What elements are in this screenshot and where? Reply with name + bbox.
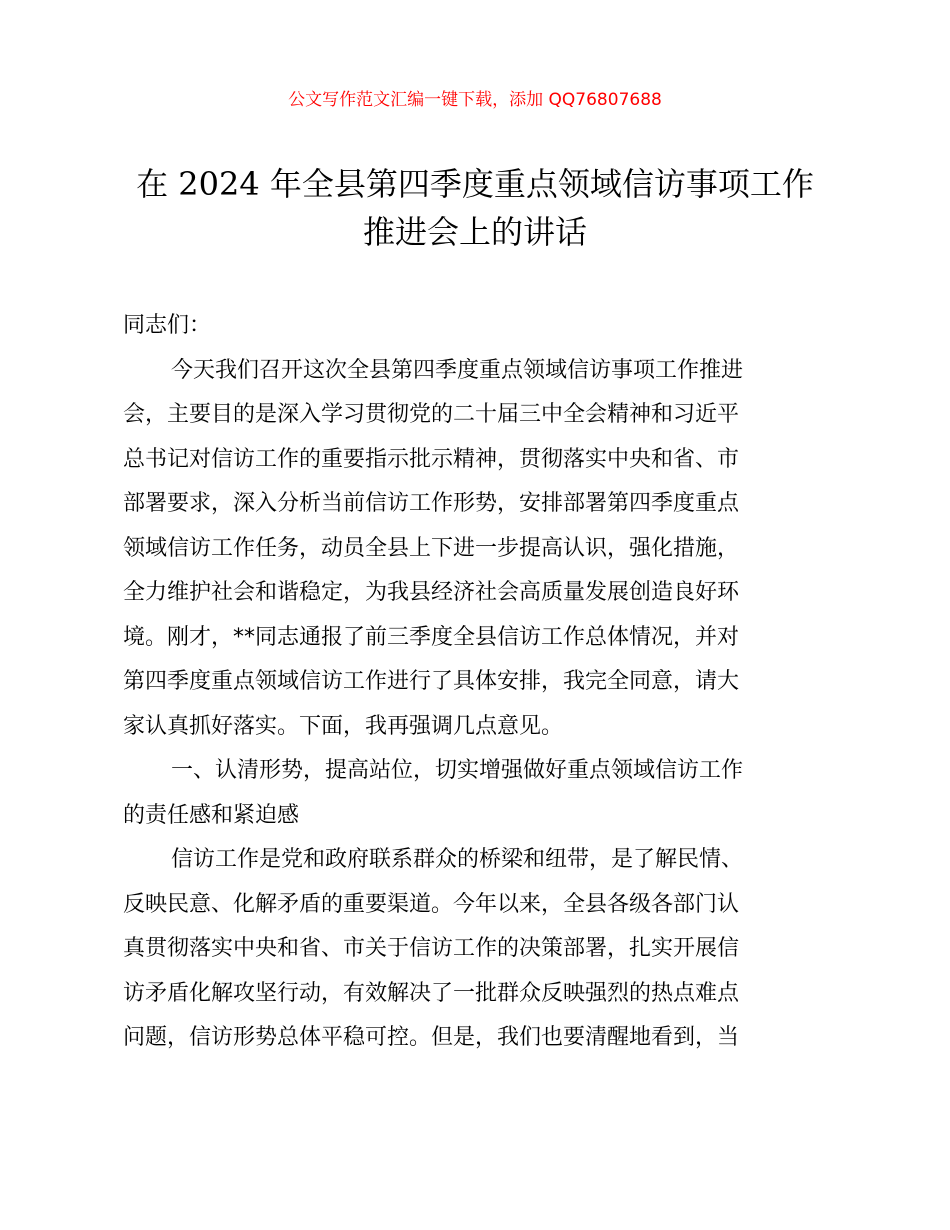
paragraph-2-line: 信访工作是党和政府联系群众的桥梁和纽带，是了解民情、 (171, 847, 744, 872)
salutation: 同志们： (123, 313, 212, 338)
paragraph-1-line: 领域信访工作任务，动员全县上下进一步提高认识，强化措施， (123, 535, 740, 561)
title-line-1: 在 2024 年全县第四季度重点领域信访事项工作 (136, 165, 814, 203)
paragraph-2-line: 访矛盾化解攻坚行动，有效解决了一批群众反映强烈的热点难点 (123, 980, 740, 1006)
paragraph-1-line: 境。刚才，**同志通报了前三季度全县信访工作总体情况，并对 (123, 624, 740, 650)
paragraph-1-line: 总书记对信访工作的重要指示批示精神，贯彻落实中央和省、市 (123, 446, 740, 472)
paragraph-2-line: 问题，信访形势总体平稳可控。但是，我们也要清醒地看到，当 (123, 1025, 740, 1050)
document-title (100, 160, 850, 256)
paragraph-1-line: 会，主要目的是深入学习贯彻党的二十届三中全会精神和习近平 (123, 402, 740, 427)
paragraph-1-line: 第四季度重点领域信访工作进行了具体安排，我完全同意，请大 (123, 669, 740, 694)
paragraph-1-line: 家认真抓好落实。下面，我再强调几点意见。 (123, 713, 564, 739)
banner-text: 公文写作范文汇编一键下载，添加 QQ76807688 (288, 90, 662, 110)
section-heading-line: 一、认清形势，提高站位，切实增强做好重点领域信访工作 (171, 758, 744, 783)
paragraph-1-line: 今天我们召开这次全县第四季度重点领域信访事项工作推进 (171, 357, 744, 383)
paragraph-2-line: 真贯彻落实中央和省、市关于信访工作的决策部署，扎实开展信 (123, 936, 740, 961)
document-body (123, 304, 843, 1061)
paragraph-1-line: 全力维护社会和谐稳定，为我县经济社会高质量发展创造良好环 (123, 580, 740, 605)
download-banner (0, 88, 950, 112)
paragraph-1-line: 部署要求，深入分析当前信访工作形势，安排部署第四季度重点 (123, 491, 740, 516)
section-heading-line: 的责任感和紧迫感 (123, 802, 300, 828)
paragraph-2-line: 反映民意、化解矛盾的重要渠道。今年以来，全县各级各部门认 (123, 891, 740, 917)
title-line-2: 推进会上的讲话 (362, 213, 587, 251)
